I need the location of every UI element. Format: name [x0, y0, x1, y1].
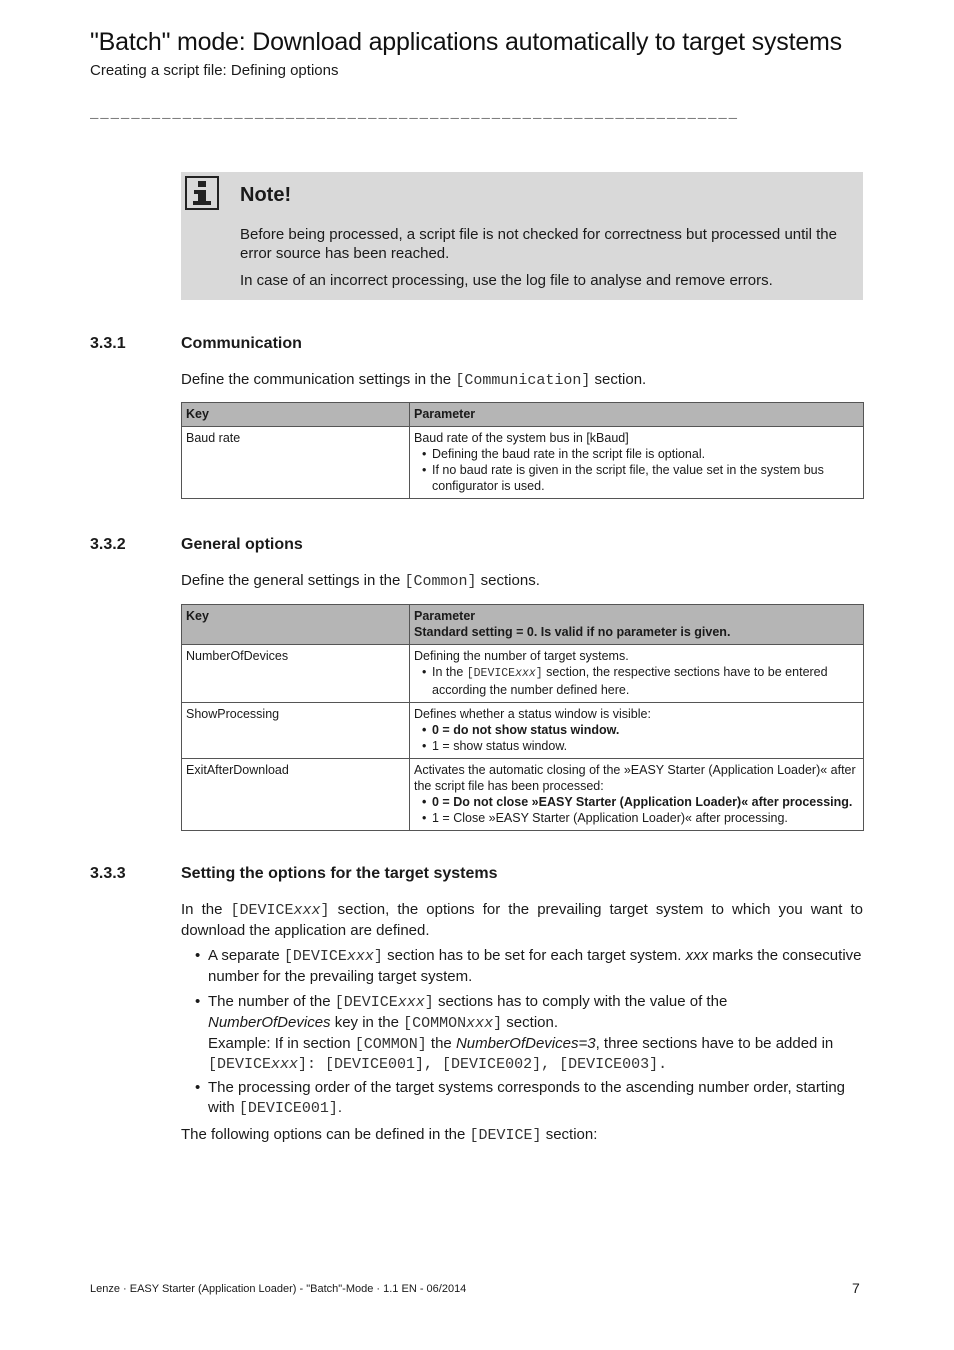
note-title: Note!: [240, 184, 292, 206]
table-cell-parameter: Activates the automatic closing of the »EASY Starter (Application Loader)« after the script file has been processed: • 0 = Do not close »EASY Starter (Application Loader)« after processing. • 1 = Close »EASY Starter (Application Loader)« after processing.: [410, 759, 864, 831]
table-cell-key: ExitAfterDownload: [182, 759, 410, 831]
column-header: Key: [182, 605, 410, 645]
note-paragraph: Before being processed, a script file is not checked for correctness but processed until the error source has been reached.: [240, 226, 837, 262]
list-item: • 0 = Do not close »EASY Starter (Application Loader)« after processing.: [432, 794, 859, 810]
column-header: Parameter: [410, 403, 864, 427]
bullet-list: [195, 946, 863, 1136]
footer-text: Lenze · EASY Starter (Application Loader) - "Batch"-Mode · 1.1 EN - 06/2014: [90, 1283, 467, 1295]
general-options-table: [181, 604, 864, 831]
table-cell-parameter: Defining the number of target systems. • In the [DEVICExxx] section, the respective sections have to be entered according the number defined here.: [410, 645, 864, 703]
table-row: [182, 759, 864, 831]
list-item: • Defining the baud rate in the script file is optional.: [432, 446, 859, 462]
list-item: • The number of the [DEVICExxx] sections has to comply with the value of the NumberOfDevices key in the [COMMONxxx] section. Example: If in section [COMMON] the NumberOfDevices=3, three sections have to be added in [DEVICExxx]: [DEVICE001], [DEVICE002], [DEVICE003].: [195, 993, 834, 1073]
section-title: Setting the options for the target systems: [181, 865, 498, 882]
section-intro: In the [DEVICExxx] section, the options for the prevailing target system to which you want to download the application are defined.: [181, 901, 863, 939]
column-header: Parameter Standard setting = 0. Is valid if no parameter is given.: [410, 605, 864, 645]
table-row: [182, 427, 864, 499]
table-row: [182, 703, 864, 759]
note-paragraph: In case of an incorrect processing, use the log file to analyse and remove errors.: [240, 272, 773, 289]
communication-table: [181, 402, 864, 499]
table-header-row: [182, 403, 864, 427]
table-header-row: [182, 605, 864, 645]
page-title: "Batch" mode: Download applications automatically to target systems: [90, 28, 842, 56]
section-intro: Define the general settings in the [Common] sections.: [181, 572, 540, 590]
table-cell-key: NumberOfDevices: [182, 645, 410, 703]
section-number: 3.3.2: [90, 536, 126, 553]
section-title: Communication: [181, 335, 302, 352]
section-heading: [90, 335, 790, 355]
list-item: • If no baud rate is given in the script file, the value set in the system bus configurator is used.: [432, 462, 859, 494]
section-title: General options: [181, 536, 303, 553]
table-cell-key: ShowProcessing: [182, 703, 410, 759]
table-cell-parameter: Baud rate of the system bus in [kBaud] • Defining the baud rate in the script file is optional. • If no baud rate is given in the script file, the value set in the system bus configurator is used.: [410, 427, 864, 499]
list-item: • 1 = Close »EASY Starter (Application Loader)« after processing.: [432, 810, 859, 826]
header-divider: _______________________________________________________________: [90, 108, 739, 120]
list-item: • 0 = do not show status window.: [432, 722, 859, 738]
section-number: 3.3.3: [90, 865, 126, 882]
info-icon: [185, 176, 219, 210]
page-number: 7: [852, 1280, 860, 1296]
table-cell-key: Baud rate: [182, 427, 410, 499]
table-row: [182, 645, 864, 703]
list-item: • A separate [DEVICExxx] section has to be set for each target system. xxx marks the consecutive number for the prevailing target system.: [195, 947, 862, 985]
section-heading: [90, 536, 790, 556]
section-outro: The following options can be defined in the [DEVICE] section:: [181, 1126, 598, 1144]
list-item: • 1 = show status window.: [432, 738, 859, 754]
column-header: Key: [182, 403, 410, 427]
list-item: • The processing order of the target systems corresponds to the ascending number order, starting with [DEVICE001].: [195, 1079, 846, 1117]
section-intro: Define the communication settings in the [Communication] section.: [181, 371, 647, 389]
section-number: 3.3.1: [90, 335, 126, 352]
section-heading: [90, 865, 850, 885]
note-box: [181, 172, 863, 300]
table-cell-parameter: Defines whether a status window is visible: • 0 = do not show status window. • 1 = show status window.: [410, 703, 864, 759]
list-item: • In the [DEVICExxx] section, the respective sections have to be entered according the number defined here.: [432, 664, 859, 698]
page-subtitle: Creating a script file: Defining options: [90, 62, 339, 79]
